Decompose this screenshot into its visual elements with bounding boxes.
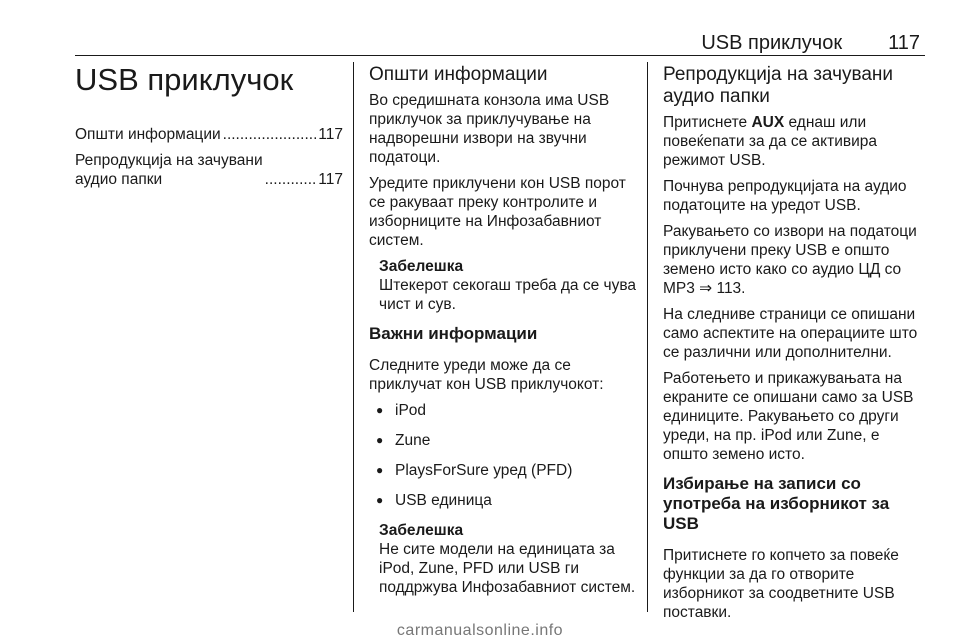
left-column	[75, 60, 343, 196]
device-list	[369, 401, 637, 510]
running-header-title: USB приклучок	[701, 32, 843, 54]
toc-entry-playback[interactable]	[75, 151, 343, 189]
note-text: Не сите модели на единицата за iPod, Zune, PFD или USB ги поддржува Инфозабавниот систем.	[379, 541, 636, 596]
toc-entry-general-info[interactable]	[75, 125, 343, 144]
toc-entry-title: Општи информации	[75, 126, 221, 143]
toc-leader-dots	[223, 125, 317, 144]
note-label: Забелешка	[379, 258, 464, 275]
header-rule	[75, 55, 925, 56]
middle-column	[369, 60, 637, 605]
paragraph: Во средишната конзола има USB приклучок за приклучување на надворешни извори на звучни податоци.	[369, 92, 610, 166]
list-item: ● Zune	[369, 431, 637, 450]
chapter-title: USB приклучок	[75, 62, 294, 97]
section-heading-playback: Репродукција на зачувани аудио папки	[663, 64, 894, 107]
running-header	[620, 32, 920, 55]
paragraph: Почнува репродукцијата на аудио податоците на уредот USB.	[663, 178, 907, 214]
note-label: Забелешка	[379, 522, 464, 539]
paragraph	[663, 113, 927, 170]
subheading-important-info: Важни информации	[369, 324, 538, 343]
list-item: ● USB единица	[369, 491, 637, 510]
toc-entry-page: 117	[318, 126, 343, 143]
note-box	[379, 257, 637, 314]
text: еднаш или повеќепати за да се активира режимот USB.	[663, 114, 877, 169]
watermark: carmanualsonline.info	[396, 622, 564, 639]
section-heading-general-info: Општи информации	[369, 64, 548, 85]
toc-leader-dots	[265, 170, 317, 189]
aux-button-label: AUX	[751, 114, 785, 131]
paragraph: Следните уреди може да се приклучат кон USB приклучокот:	[369, 357, 604, 393]
text: Притиснете	[663, 114, 752, 131]
right-column	[663, 60, 927, 629]
toc-entry-page: 117	[318, 171, 343, 188]
toc-entry-title: Репродукција на зачувани аудио папки	[75, 152, 263, 188]
list-item: ● PlaysForSure уред (PFD)	[369, 461, 637, 480]
page-number: 117	[888, 32, 920, 54]
paragraph: Работењето и прикажувањата на екраните се опишани само за USB единиците. Ракувањето со други уреди, на пр. iPod или Zune, е општо земено исто.	[663, 370, 914, 463]
paragraph: Притиснете го копчето за повеќе функции за да го отворите изборникот за соодветните USB поставки.	[663, 547, 899, 621]
paragraph: На следниве страници се опишани само аспектите на операциите што се различни или дополнителни.	[663, 306, 918, 361]
column-divider-right	[647, 62, 648, 612]
list-item: ● iPod	[369, 401, 637, 420]
note-box	[379, 521, 637, 597]
subheading-selecting-tracks: Избирање на записи со употреба на изборникот за USB	[663, 474, 890, 533]
paragraph: Уредите приклучени кон USB порот се ракуваат преку контролите и изборниците на Инфозабавниот систем.	[369, 175, 626, 249]
note-text: Штекерот секогаш треба да се чува чист и сув.	[379, 277, 637, 313]
paragraph: Ракувањето со извори на податоци приклучени преку USB е општо земено исто како со аудио ЦД со MP3 ⇒ 113.	[663, 223, 917, 297]
column-divider-left	[353, 62, 354, 612]
